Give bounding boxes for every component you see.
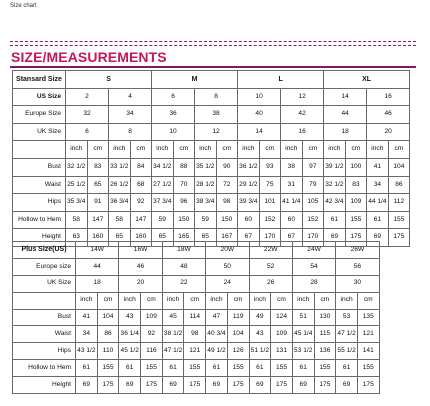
unit-label: inch [324,141,346,159]
measurement-value: 79 [302,176,324,194]
size-label: L [238,71,324,89]
measurement-value: 47 1/2 [336,326,358,343]
measurement-value: 61 [336,360,358,377]
measurement-value: 160 [130,229,152,247]
measurement-value: 104 [97,309,119,326]
measurement-value: 97 [302,158,324,176]
page-title: SIZE/MEASUREMENTS [11,49,167,65]
measurement-value: 41 [76,309,98,326]
row-label: Europe size [13,258,76,275]
unit-label: inch [66,141,88,159]
measurement-value: 47 1/2 [162,343,184,360]
row-label: Hips [13,343,76,360]
measurement-value: 35 3/4 [66,194,88,212]
measurement-row [13,158,410,176]
measurement-value: 32 1/2 [66,158,88,176]
measurement-value: 90 [216,158,238,176]
measurement-value: 28 1/2 [195,176,217,194]
measurement-value: 34 1/2 [152,158,174,176]
measurement-value: 175 [388,229,410,247]
measurement-value: 45 [162,309,184,326]
measurement-row [13,360,380,377]
row-label: Europe Size [13,106,66,124]
europe-size-value: 52 [249,258,292,275]
measurement-value: 27 1/2 [152,176,174,194]
measurement-value: 33 1/2 [109,158,131,176]
us-size-value: 6 [152,88,195,106]
measurement-value: 155 [314,360,336,377]
measurement-value: 175 [227,377,249,394]
measurement-value: 65 [109,229,131,247]
measurement-value: 61 [206,360,228,377]
unit-label: inch [76,292,98,309]
measurement-value: 69 [336,377,358,394]
measurement-value: 131 [271,343,293,360]
size-label: 24W [292,242,335,259]
unit-label: inch [119,292,141,309]
measurement-value: 35 1/2 [195,158,217,176]
row-label: US Size [13,88,66,106]
europe-size-value: 46 [119,258,162,275]
header-label: Stansard Size [13,71,66,89]
unit-label: cm [314,292,336,309]
row-label: UK Size [13,275,76,292]
measurement-value: 115 [314,326,336,343]
us-size-value: 10 [238,88,281,106]
unit-label: cm [87,141,109,159]
measurement-value: 36 1/2 [238,158,260,176]
us-size-value: 2 [66,88,109,106]
measurement-value: 93 [259,158,281,176]
size-label: 14W [76,242,119,259]
measurement-value: 96 [173,194,195,212]
standard-size-table [12,70,410,247]
size-label: S [66,71,152,89]
measurement-value: 67 [281,229,303,247]
measurement-value: 100 [345,158,367,176]
measurement-value: 36 1/4 [119,326,141,343]
measurement-value: 61 [76,360,98,377]
measurement-value: 60 [281,211,303,229]
europe-size-value: 36 [152,106,195,124]
measurement-value: 43 [249,326,271,343]
unit-label: inch [292,292,314,309]
measurement-value: 165 [173,229,195,247]
measurement-value: 175 [271,377,293,394]
measurement-value: 58 [66,211,88,229]
measurement-value: 69 [367,229,389,247]
size-label: M [152,71,238,89]
size-label: 26W [336,242,379,259]
measurement-value: 26 1/2 [109,176,131,194]
unit-label: cm [388,141,410,159]
measurement-value: 55 1/2 [336,343,358,360]
europe-size-value: 56 [336,258,379,275]
empty-cell [13,292,76,309]
unit-label: cm [345,141,367,159]
measurement-value: 155 [141,360,163,377]
measurement-value: 34 [367,176,389,194]
measurement-value: 58 [109,211,131,229]
measurement-row [13,326,380,343]
europe-size-row [13,106,410,124]
measurement-value: 152 [302,211,324,229]
uk-size-value: 8 [109,123,152,141]
measurement-value: 61 [292,360,314,377]
measurement-value: 175 [357,377,379,394]
measurement-value: 141 [357,343,379,360]
size-label: XL [324,71,410,89]
measurement-value: 104 [388,158,410,176]
unit-label: inch [367,141,389,159]
measurement-value: 155 [357,360,379,377]
unit-label: cm [259,141,281,159]
measurement-value: 38 [281,158,303,176]
us-size-value: 12 [281,88,324,106]
measurement-value: 68 [130,176,152,194]
measurement-value: 41 [367,158,389,176]
measurement-value: 59 [152,211,174,229]
uk-size-value: 6 [66,123,109,141]
decorative-rule-top [10,41,416,42]
size-label: 18W [162,242,205,259]
unit-label: cm [271,292,293,309]
measurement-value: 147 [130,211,152,229]
uk-size-value: 10 [152,123,195,141]
measurement-value: 63 [66,229,88,247]
measurement-value: 167 [216,229,238,247]
measurement-value: 44 1/4 [367,194,389,212]
measurement-value: 59 [195,211,217,229]
row-label: Height [13,229,66,247]
uk-size-value: 28 [292,275,335,292]
row-label: Bust [13,309,76,326]
measurement-value: 150 [216,211,238,229]
row-label: UK Size [13,123,66,141]
measurement-value: 47 [206,309,228,326]
measurement-value: 175 [314,377,336,394]
measurement-value: 155 [388,211,410,229]
europe-size-value: 50 [206,258,249,275]
uk-size-value: 20 [367,123,410,141]
uk-size-row [13,275,380,292]
uk-size-value: 14 [238,123,281,141]
measurement-value: 92 [130,194,152,212]
plus-size-header-row [13,242,380,259]
measurement-value: 65 [195,229,217,247]
row-label: Hollow to Hem [13,360,76,377]
europe-size-value: 34 [109,106,152,124]
row-label: Height [13,377,76,394]
measurement-value: 155 [227,360,249,377]
measurement-value: 49 [249,309,271,326]
measurement-value: 39 3/4 [238,194,260,212]
measurement-value: 104 [227,326,249,343]
empty-cell [13,141,66,159]
measurement-value: 91 [87,194,109,212]
measurement-value: 69 [119,377,141,394]
measurement-value: 53 1/2 [292,343,314,360]
uk-size-value: 26 [249,275,292,292]
measurement-value: 155 [271,360,293,377]
measurement-value: 40 3/4 [206,326,228,343]
measurement-value: 114 [184,309,206,326]
measurement-value: 69 [206,377,228,394]
measurement-value: 38 3/4 [195,194,217,212]
measurement-value: 61 [367,211,389,229]
uk-size-value: 22 [162,275,205,292]
measurement-value: 155 [345,211,367,229]
measurement-value: 175 [141,377,163,394]
decorative-rule-bottom [10,45,416,46]
measurement-value: 75 [259,176,281,194]
measurement-row [13,211,410,229]
measurement-value: 39 1/2 [324,158,346,176]
measurement-value: 43 [119,309,141,326]
unit-label: inch [238,141,260,159]
measurement-value: 53 [336,309,358,326]
measurement-value: 34 [76,326,98,343]
row-label: Bust [13,158,66,176]
measurement-value: 155 [97,360,119,377]
measurement-row [13,176,410,194]
measurement-value: 41 1/4 [281,194,303,212]
title-underline [10,66,416,68]
measurement-value: 147 [87,211,109,229]
measurement-value: 130 [314,309,336,326]
measurement-value: 61 [119,360,141,377]
measurement-row [13,309,380,326]
unit-label: cm [302,141,324,159]
uk-size-value: 12 [195,123,238,141]
us-size-value: 14 [324,88,367,106]
measurement-value: 70 [173,176,195,194]
measurement-value: 109 [141,309,163,326]
measurement-value: 109 [345,194,367,212]
measurement-value: 105 [302,194,324,212]
unit-label: inch [206,292,228,309]
measurement-value: 49 1/2 [206,343,228,360]
measurement-value: 38 1/2 [162,326,184,343]
unit-label: inch [281,141,303,159]
measurement-value: 119 [227,309,249,326]
measurement-value: 69 [76,377,98,394]
measurement-value: 121 [357,326,379,343]
unit-label: inch [152,141,174,159]
measurement-value: 69 [292,377,314,394]
measurement-value: 69 [249,377,271,394]
europe-size-value: 40 [238,106,281,124]
uk-size-value: 18 [324,123,367,141]
uk-size-value: 18 [76,275,119,292]
europe-size-value: 44 [324,106,367,124]
measurement-row [13,343,380,360]
size-label: 16W [119,242,162,259]
measurement-value: 31 [281,176,303,194]
measurement-value: 43 1/2 [76,343,98,360]
unit-label: cm [130,141,152,159]
page-caption: Size chart [10,3,37,9]
measurement-value: 83 [87,158,109,176]
europe-size-value: 46 [367,106,410,124]
measurement-value: 51 1/2 [249,343,271,360]
unit-row [13,141,410,159]
measurement-value: 175 [97,377,119,394]
europe-size-value: 48 [162,258,205,275]
measurement-value: 67 [238,229,260,247]
europe-size-value: 44 [76,258,119,275]
size-label: 20W [206,242,249,259]
measurement-value: 150 [173,211,195,229]
unit-label: cm [184,292,206,309]
measurement-value: 42 3/4 [324,194,346,212]
row-label: Hollow to Hem [13,211,66,229]
us-size-value: 16 [367,88,410,106]
measurement-value: 86 [97,326,119,343]
measurement-value: 175 [184,377,206,394]
unit-label: inch [336,292,358,309]
measurement-value: 112 [388,194,410,212]
unit-label: inch [162,292,184,309]
measurement-value: 72 [216,176,238,194]
measurement-value: 110 [97,343,119,360]
unit-label: cm [216,141,238,159]
measurement-value: 37 3/4 [152,194,174,212]
size-header-row [13,71,410,89]
us-size-row [13,88,410,106]
measurement-value: 92 [141,326,163,343]
measurement-value: 61 [249,360,271,377]
measurement-value: 51 [292,309,314,326]
uk-size-row [13,123,410,141]
measurement-value: 135 [357,309,379,326]
measurement-value: 124 [271,309,293,326]
uk-size-value: 24 [206,275,249,292]
measurement-value: 126 [227,343,249,360]
measurement-value: 25 1/2 [66,176,88,194]
header-label: Plus Size(US) [13,242,76,259]
us-size-value: 8 [195,88,238,106]
measurement-value: 69 [162,377,184,394]
europe-size-value: 42 [281,106,324,124]
measurement-value: 32 1/2 [324,176,346,194]
measurement-value: 152 [259,211,281,229]
measurement-value: 155 [184,360,206,377]
unit-label: cm [227,292,249,309]
measurement-value: 160 [87,229,109,247]
unit-label: cm [357,292,379,309]
size-label: 22W [249,242,292,259]
measurement-value: 45 1/2 [119,343,141,360]
measurement-value: 170 [259,229,281,247]
measurement-value: 98 [184,326,206,343]
unit-label: inch [249,292,271,309]
us-size-value: 4 [109,88,152,106]
measurement-value: 61 [162,360,184,377]
measurement-value: 88 [173,158,195,176]
measurement-value: 65 [152,229,174,247]
measurement-value: 116 [141,343,163,360]
row-label: Hips [13,194,66,212]
unit-label: inch [109,141,131,159]
measurement-value: 101 [259,194,281,212]
row-label: Waist [13,176,66,194]
measurement-row [13,194,410,212]
measurement-value: 69 [324,229,346,247]
measurement-value: 65 [87,176,109,194]
plus-size-table [12,241,380,394]
row-label: Waist [13,326,76,343]
measurement-row [13,377,380,394]
uk-size-value: 20 [119,275,162,292]
measurement-value: 83 [345,176,367,194]
europe-size-value: 54 [292,258,335,275]
measurement-value: 136 [314,343,336,360]
unit-label: cm [141,292,163,309]
measurement-value: 86 [388,176,410,194]
europe-size-value: 38 [195,106,238,124]
unit-label: cm [97,292,119,309]
uk-size-value: 30 [336,275,379,292]
europe-size-row [13,258,380,275]
unit-label: inch [195,141,217,159]
uk-size-value: 16 [281,123,324,141]
measurement-value: 98 [216,194,238,212]
measurement-value: 36 3/4 [109,194,131,212]
unit-label: cm [173,141,195,159]
unit-row [13,292,380,309]
measurement-value: 45 1/4 [292,326,314,343]
measurement-value: 29 1/2 [238,176,260,194]
measurement-value: 84 [130,158,152,176]
measurement-value: 121 [184,343,206,360]
measurement-value: 61 [324,211,346,229]
measurement-value: 170 [302,229,324,247]
measurement-value: 60 [238,211,260,229]
measurement-value: 175 [345,229,367,247]
europe-size-value: 32 [66,106,109,124]
measurement-value: 109 [271,326,293,343]
